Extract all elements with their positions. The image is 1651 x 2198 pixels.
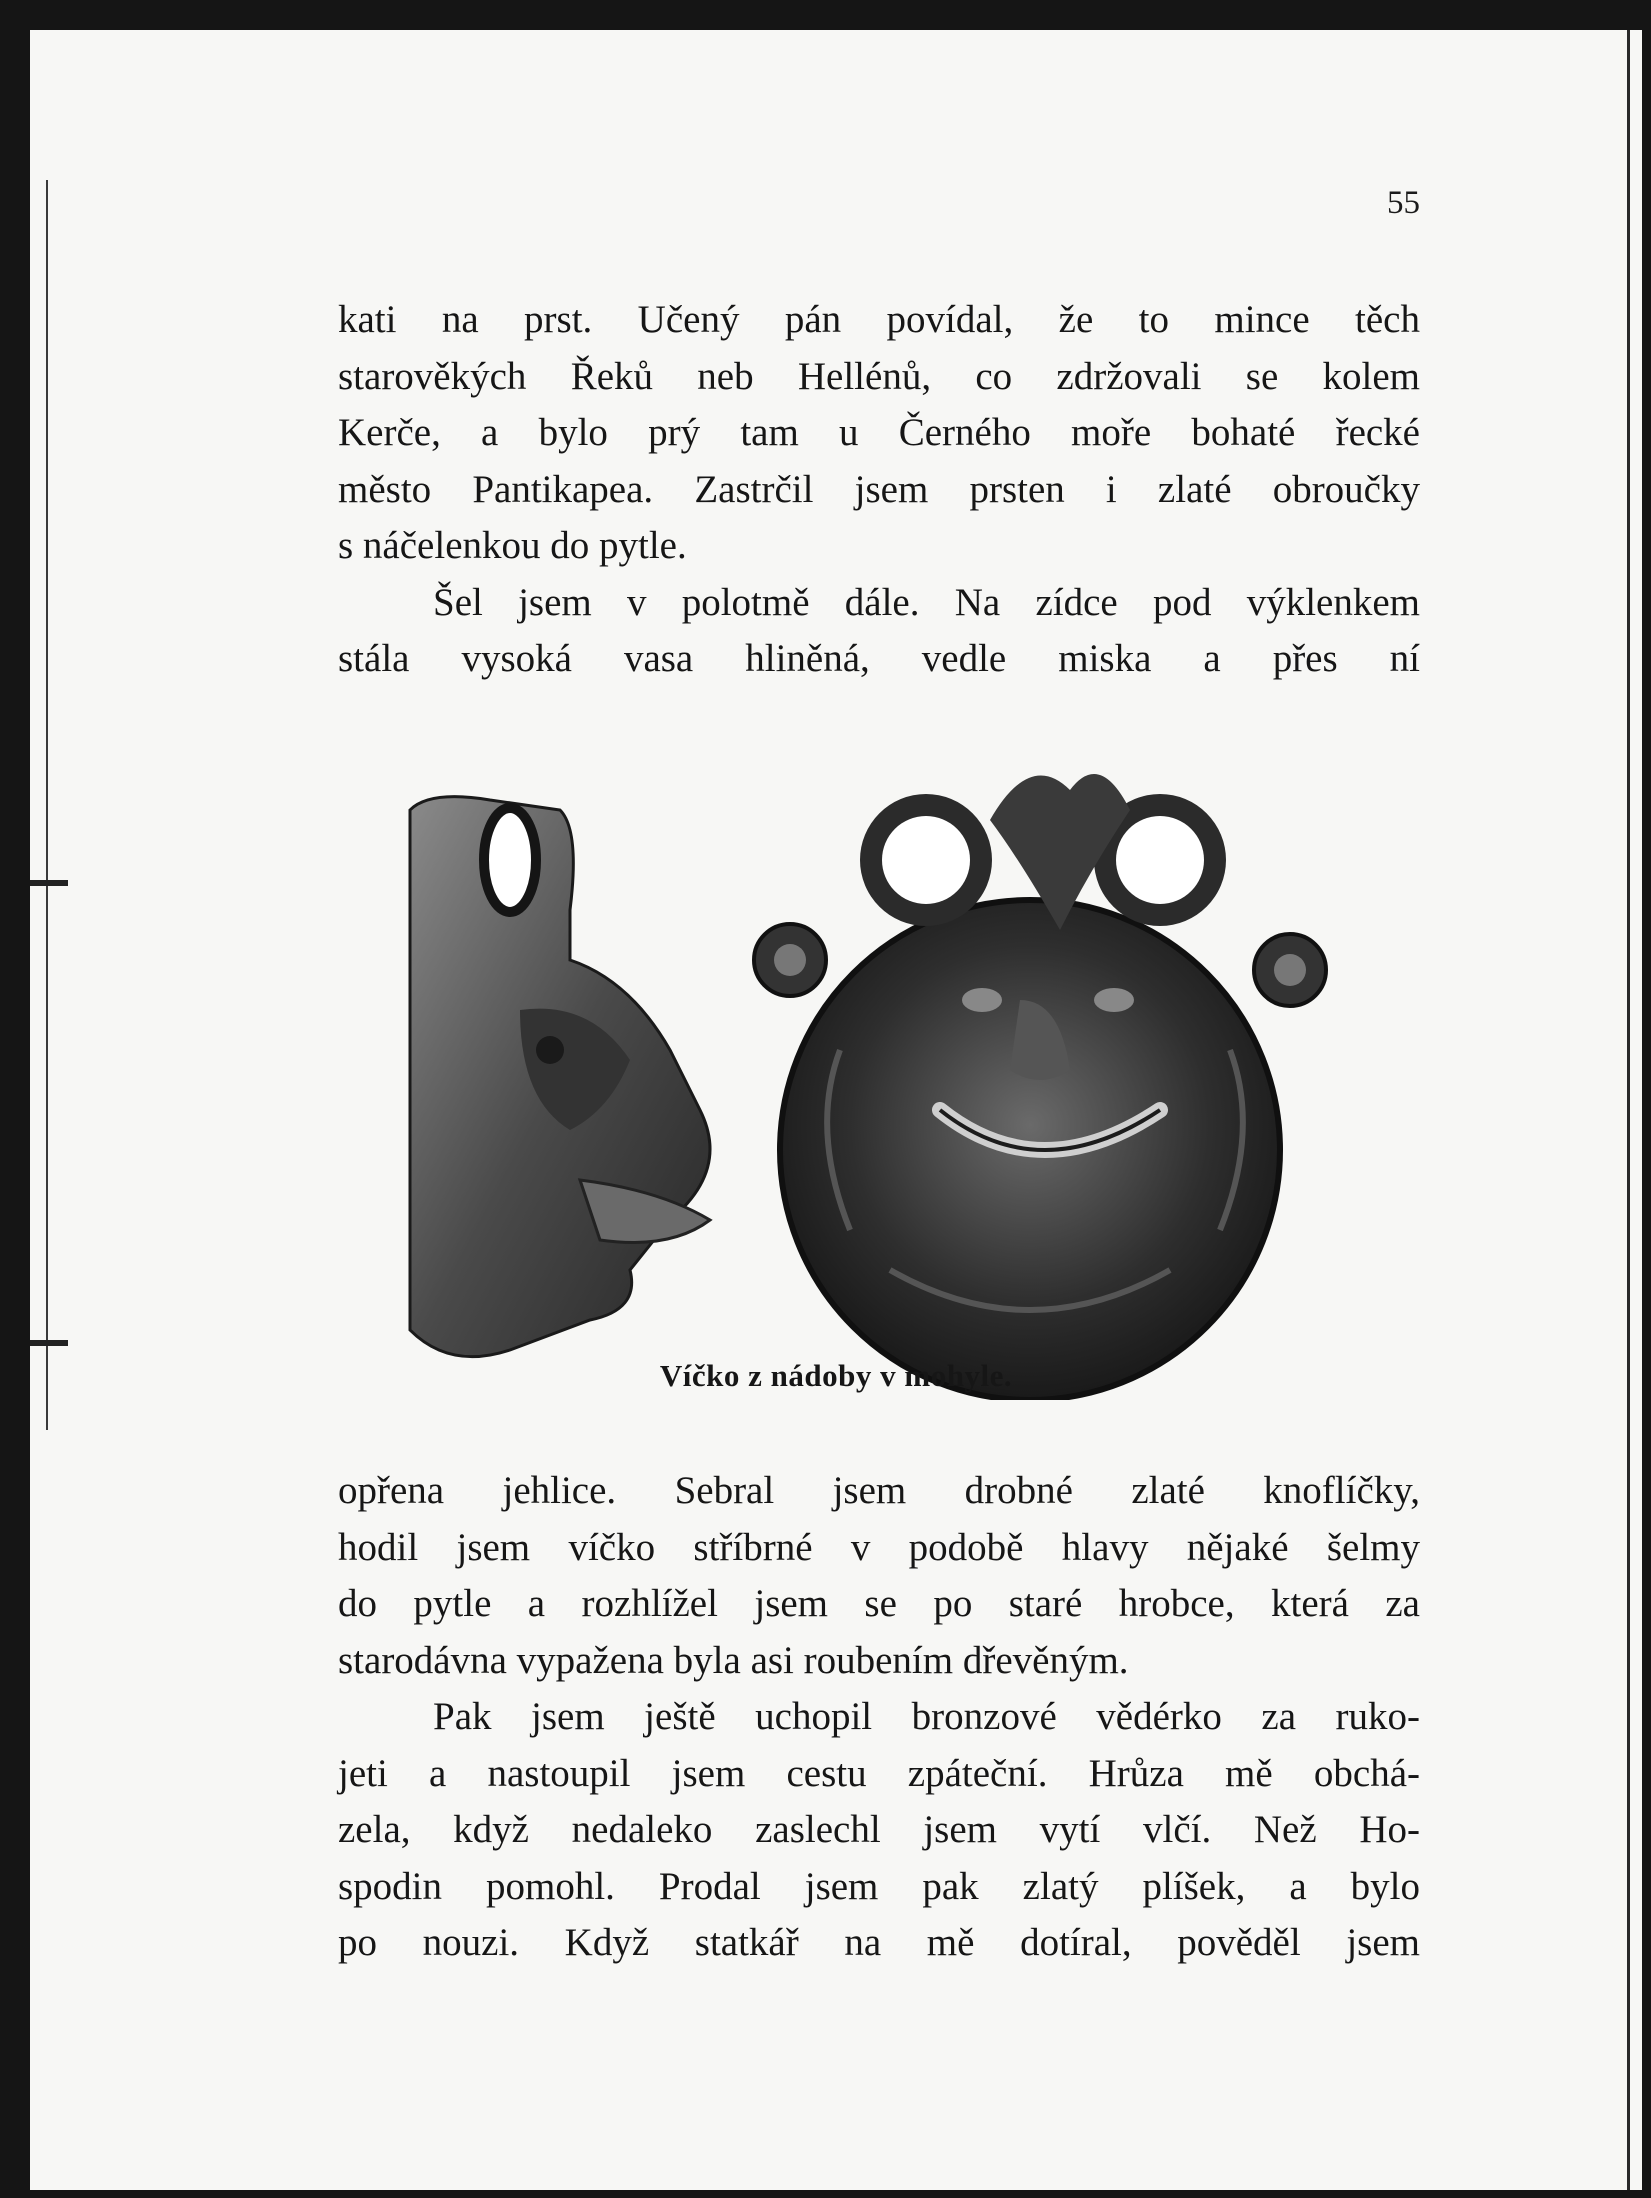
text-line: Pak jsem ještě uchopil bronzové vědérko za ruko- bbox=[433, 1695, 1420, 1738]
text-line: starodávna vypažena byla asi roubením dřevěným. bbox=[338, 1638, 1129, 1682]
text-line: město Pantikapea. Zastrčil jsem prsten i zlaté obroučky bbox=[338, 467, 1420, 511]
text-line: jeti a nastoupil jsem cestu zpáteční. Hrůza mě obchá- bbox=[338, 1751, 1420, 1795]
text-line: po nouzi. Když statkář na mě dotíral, pověděl jsem bbox=[338, 1921, 1420, 1964]
lid-front-view bbox=[754, 774, 1326, 1400]
text-line: opřena jehlice. Sebral jsem drobné zlaté knoflíčky, bbox=[338, 1469, 1420, 1512]
text-line: Šel jsem v polotmě dále. Na zídce pod výklenkem bbox=[433, 580, 1420, 624]
text-line: Kerče, a bylo prý tam u Černého moře bohaté řecké bbox=[338, 411, 1420, 454]
text-line: spodin pomohl. Prodal jsem pak zlatý plíšek, a bylo bbox=[338, 1864, 1420, 1908]
text-block-top bbox=[338, 292, 1420, 688]
figure-caption: Víčko z nádoby v mohyle. bbox=[659, 1358, 1013, 1393]
lid-illustration bbox=[370, 750, 1450, 1400]
binding-mark bbox=[30, 1340, 68, 1346]
text-line: hodil jsem víčko stříbrné v podobě hlavy nějaké šelmy bbox=[338, 1525, 1420, 1569]
text-line: zela, když nedaleko zaslechl jsem vytí vlčí. Než Ho- bbox=[338, 1808, 1420, 1851]
binding-edge bbox=[46, 180, 48, 1430]
text-line: do pytle a rozhlížel jsem se po staré hrobce, která za bbox=[338, 1582, 1420, 1625]
lid-side-view bbox=[410, 797, 710, 1357]
binding-mark bbox=[30, 880, 68, 886]
page-number: 55 bbox=[1387, 185, 1420, 221]
text-line: stála vysoká vasa hliněná, vedle miska a přes ní bbox=[338, 637, 1420, 680]
text-line: s náčelenkou do pytle. bbox=[338, 524, 687, 567]
text-line: kati na prst. Učený pán povídal, že to mince těch bbox=[338, 298, 1420, 341]
book-page bbox=[30, 30, 1642, 2190]
text-line: starověkých Řeků neb Hellénů, co zdržovali se kolem bbox=[338, 354, 1420, 398]
text-block-bottom bbox=[338, 1463, 1420, 1972]
page-edge bbox=[1627, 30, 1630, 2190]
